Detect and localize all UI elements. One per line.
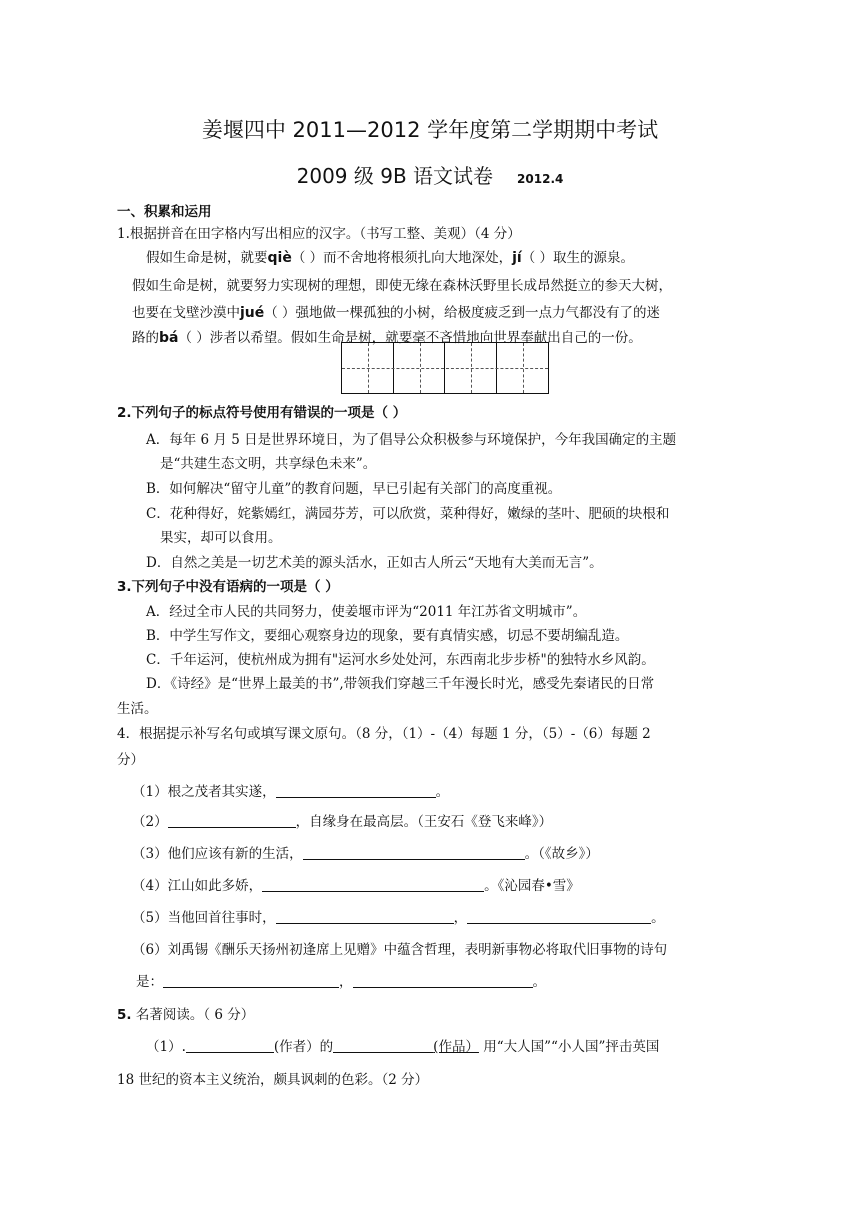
q4-item-2: [132, 810, 552, 830]
q4-item-6: （6）刘禹锡《酬乐天扬州初逢席上见赠》中蕴含哲理，表明新事物必将取代旧事物的诗句: [132, 942, 668, 958]
q3-option-d-cont: 生活。: [117, 701, 158, 717]
exam-date: 2012.4: [517, 172, 564, 186]
answer-blank[interactable]: [467, 909, 651, 924]
q1-text: 路的: [132, 330, 159, 346]
q4-item-6-cont: [136, 970, 546, 990]
pinyin-qie: qiè: [267, 250, 292, 266]
q4-item-5: [132, 906, 665, 926]
q2-option-b: B．如何解决“留守儿童”的教育问题，早已引起有关部门的高度重视。: [146, 481, 562, 497]
q5-prompt: [117, 1003, 254, 1023]
q1-text: 假如生命是树，就要: [146, 250, 268, 266]
answer-blank[interactable]: [276, 909, 454, 924]
exam-subtitle: [0, 160, 860, 189]
answer-blank[interactable]: [353, 973, 533, 988]
item-text: (作品）: [433, 1039, 479, 1055]
q2-option-c-cont: 果实，却可以食用。: [160, 530, 282, 546]
item-text: 用“大人国”“小人国”抨击英国: [483, 1039, 660, 1055]
answer-blank[interactable]: [262, 877, 484, 892]
pinyin-jue: jué: [240, 305, 265, 321]
q3-option-a: A．经过全市人民的共同努力，使姜堰市评为“2011 年江苏省文明城市”。: [146, 604, 587, 620]
item-text: （5）当他回首往事时，: [132, 910, 276, 926]
q1-passage-line-3: [132, 301, 660, 321]
item-text: 。（《故乡》）: [524, 846, 599, 862]
item-text: (作者）的: [273, 1039, 334, 1055]
q1-text: （ ）取生的源泉。: [521, 250, 635, 266]
pinyin-ba: bá: [159, 330, 179, 346]
q4-item-1: [132, 780, 449, 800]
item-text: 。: [651, 910, 665, 926]
item-text: ，自缘身在最高层。（王安石《登飞来峰》）: [295, 814, 553, 830]
item-text: （1）.: [146, 1039, 186, 1055]
q5-text: 名著阅读。（ 6 分）: [135, 1007, 255, 1023]
q1-passage-line-1: [146, 246, 634, 266]
q2-prompt: 2.下列句子的标点符号使用有错误的一项是（ ）: [117, 405, 407, 421]
q2-option-d: D．自然之美是一切艺术美的源头活水，正如古人所云“天地有大美而无言”。: [146, 555, 603, 571]
item-text: （4）江山如此多娇，: [132, 878, 263, 894]
q3-option-b: B．中学生写作文，要细心观察身边的现象，要有真情实感，切忌不要胡编乱造。: [146, 628, 629, 644]
item-text: ，: [453, 910, 468, 926]
answer-blank[interactable]: [276, 783, 436, 798]
item-text: ，: [339, 974, 353, 990]
exam-title: 姜堰四中 2011—2012 学年度第二学期期中考试: [201, 118, 659, 142]
q3-prompt: 3.下列句子中没有语病的一项是（ ）: [117, 579, 339, 595]
q4-item-4: [132, 874, 580, 894]
work-blank[interactable]: [333, 1038, 433, 1053]
q1-prompt: 1.根据拼音在田字格内写出相应的汉字。（书写工整、美观）（4 分）: [117, 226, 521, 242]
q4-prompt-cont: 分）: [117, 752, 144, 768]
item-text: 。《沁园春•雪》: [484, 878, 580, 894]
section-heading: 一、积累和运用: [117, 204, 212, 220]
item-text: （3）他们应该有新的生活，: [132, 846, 303, 862]
q4-item-3: [132, 842, 599, 862]
q5-number: 5.: [117, 1007, 132, 1023]
answer-blank[interactable]: [303, 845, 525, 860]
q3-option-d: D．《诗经》是“世界上最美的书”,带领我们穿越三千年漫长时光，感受先秦诸民的日常: [146, 676, 655, 692]
item-text: 。: [435, 784, 450, 800]
item-text: （2）: [132, 814, 168, 830]
q4-prompt: 4．根据提示补写名句或填写课文原句。（8 分，（1）-（4）每题 1 分，（5）-（6）每题 2: [117, 726, 651, 742]
q2-option-c: C．花种得好，姹紫嫣红，满园芬芳，可以欣赏，菜种得好，嫩绿的茎叶、肥硕的块根和: [146, 506, 670, 522]
q1-text: （ ）涉者以希望。假如生命是树，就要毫不吝惜地向世界奉献出自己的一份。: [178, 330, 642, 346]
answer-blank[interactable]: [168, 813, 296, 828]
q1-text: 也要在戈壁沙漠中: [132, 305, 240, 321]
answer-blank[interactable]: [163, 973, 339, 988]
grid-guide: [342, 368, 548, 369]
q2-option-a: A．每年 6 月 5 日是世界环境日，为了倡导公众积极参与环境保护，今年我国确定的主题: [146, 432, 677, 448]
q1-text: （ ）强地做一棵孤独的小树，给极度疲乏到一点力气都没有了的迷: [264, 305, 661, 321]
item-text: 。: [532, 974, 546, 990]
author-blank[interactable]: [186, 1038, 274, 1053]
q5-item-1: [146, 1035, 659, 1055]
q5-item-1-cont: 18 世纪的资本主义统治，颇具讽刺的色彩。（2 分）: [117, 1072, 429, 1088]
item-text: （1）根之茂者其实遂，: [132, 784, 276, 800]
pinyin-ji: jí: [512, 250, 522, 266]
subtitle-text: 2009 级 9B 语文试卷: [296, 164, 494, 188]
q2-option-a-cont: 是“共建生态文明，共享绿色未来”。: [160, 456, 377, 472]
q1-text: （ ）而不舍地将根须扎向大地深处，: [291, 250, 513, 266]
q3-option-c: C．千年运河，使杭州成为拥有"运河水乡处处河，东西南北步步桥"的独特水乡风韵。: [146, 652, 655, 668]
q1-passage-line-2: 假如生命是树，就要努力实现树的理想，即使无缘在森林沃野里长成昂然挺立的参天大树，: [132, 278, 672, 294]
tianzige-grid[interactable]: [341, 342, 549, 394]
item-text: 是：: [136, 974, 163, 990]
